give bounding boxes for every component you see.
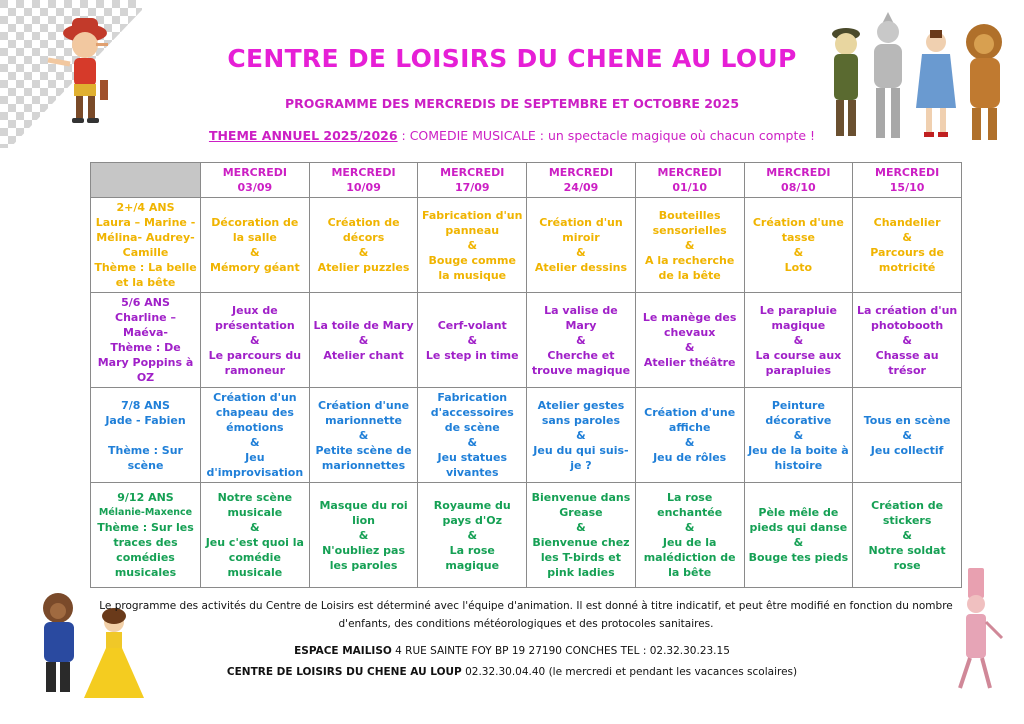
activity-cell: Bienvenue dans Grease & Bienvenue chez les T-birds et pink ladies	[527, 483, 636, 588]
contact-line	[0, 666, 1024, 678]
activity-cell: Le parapluie magique & La course aux parapluies	[744, 293, 853, 388]
contact-details: 02.32.30.04.40 (le mercredi et pendant les vacances scolaires)	[461, 666, 798, 678]
activity-cell: Chandelier & Parcours de motricité	[853, 198, 962, 293]
activity-cell: La toile de Mary & Atelier chant	[309, 293, 418, 388]
group-cell: 5/6 ANS Charline – Maéva- Thème : De Mary Poppins à OZ	[91, 293, 201, 388]
activity-cell: Création d'une tasse & Loto	[744, 198, 853, 293]
group-cell: 9/12 ANS Mélanie-Maxence Thème : Sur les traces des comédies musicales	[91, 483, 201, 588]
activity-cell: La création d'un photobooth & Chasse au trésor	[853, 293, 962, 388]
activity-cell: Création d'une affiche & Jeu de rôles	[635, 388, 744, 483]
table-row	[91, 388, 962, 483]
table-corner-cell	[91, 163, 201, 198]
activity-cell: Tous en scène & Jeu collectif	[853, 388, 962, 483]
date-header: MERCREDI 08/10	[744, 163, 853, 198]
activity-cell: Masque du roi lion & N'oubliez pas les paroles	[309, 483, 418, 588]
date-header: MERCREDI 15/10	[853, 163, 962, 198]
page-title: CENTRE DE LOISIRS DU CHENE AU LOUP	[227, 44, 797, 73]
disclaimer-note: Le programme des activités du Centre de Loisirs est déterminé avec l'équipe d'animation. Il est donné à titre indicatif, et peut être modifié en fonction du nombre d'enfants, des conditions météorologiques et des protocoles sanitaires.	[99, 600, 953, 630]
activity-cell: Cerf-volant & Le step in time	[418, 293, 527, 388]
activity-cell: La rose enchantée & Jeu de la malédiction de la bête	[635, 483, 744, 588]
table-header-row	[91, 163, 962, 198]
activity-cell: Création d'un chapeau des émotions & Jeu d'improvisation	[201, 388, 310, 483]
activity-cell: Notre scène musicale & Jeu c'est quoi la comédie musicale	[201, 483, 310, 588]
annual-theme	[0, 128, 1024, 143]
pinocchio-illustration	[0, 0, 150, 148]
program-table	[90, 162, 962, 588]
page-subtitle: PROGRAMME DES MERCREDIS DE SEPTEMBRE ET OCTOBRE 2025	[284, 96, 740, 111]
date-header: MERCREDI 01/10	[635, 163, 744, 198]
activity-cell: Fabrication d'accessoires de scène & Jeu statues vivantes	[418, 388, 527, 483]
activity-cell: Création de stickers & Notre soldat rose	[853, 483, 962, 588]
activity-cell: Fabrication d'un panneau & Bouge comme la musique	[418, 198, 527, 293]
table-row	[91, 293, 962, 388]
group-cell: 7/8 ANS Jade - Fabien Thème : Sur scène	[91, 388, 201, 483]
date-header: MERCREDI 10/09	[309, 163, 418, 198]
date-header: MERCREDI 17/09	[418, 163, 527, 198]
table-row	[91, 198, 962, 293]
activity-cell: Atelier gestes sans paroles & Jeu du qui suis-je ?	[527, 388, 636, 483]
table-row	[91, 483, 962, 588]
activity-cell: Royaume du pays d'Oz & La rose magique	[418, 483, 527, 588]
activity-cell: Création d'une marionnette & Petite scène de marionnettes	[309, 388, 418, 483]
activity-cell: Peinture décorative & Jeu de la boite à histoire	[744, 388, 853, 483]
annual-theme-text: : COMEDIE MUSICALE : un spectacle magique où chacun compte !	[397, 128, 816, 143]
activity-cell: Décoration de la salle & Mémory géant	[201, 198, 310, 293]
date-header: MERCREDI 03/09	[201, 163, 310, 198]
activity-cell: Création de décors & Atelier puzzles	[309, 198, 418, 293]
contact-name: CENTRE DE LOISIRS DU CHENE AU LOUP	[226, 666, 462, 678]
address-name: ESPACE MAILISO	[294, 645, 392, 657]
activity-cell: Le manège des chevaux & Atelier théâtre	[635, 293, 744, 388]
address-line	[0, 645, 1024, 657]
activity-cell: Création d'un miroir & Atelier dessins	[527, 198, 636, 293]
activity-cell: Bouteilles sensorielles & A la recherche de la bête	[635, 198, 744, 293]
group-cell: 2+/4 ANS Laura – Marine -Mélina- Audrey- Camille Thème : La belle et la bête	[91, 198, 201, 293]
activity-cell: La valise de Mary & Cherche et trouve magique	[527, 293, 636, 388]
activity-cell: Jeux de présentation & Le parcours du ramoneur	[201, 293, 310, 388]
activity-cell: Pèle mêle de pieds qui danse & Bouge tes pieds	[744, 483, 853, 588]
address-details: 4 RUE SAINTE FOY BP 19 27190 CONCHES TEL : 02.32.30.23.15	[391, 645, 730, 657]
date-header: MERCREDI 24/09	[527, 163, 636, 198]
annual-theme-label: THEME ANNUEL 2025/2026	[208, 128, 398, 143]
